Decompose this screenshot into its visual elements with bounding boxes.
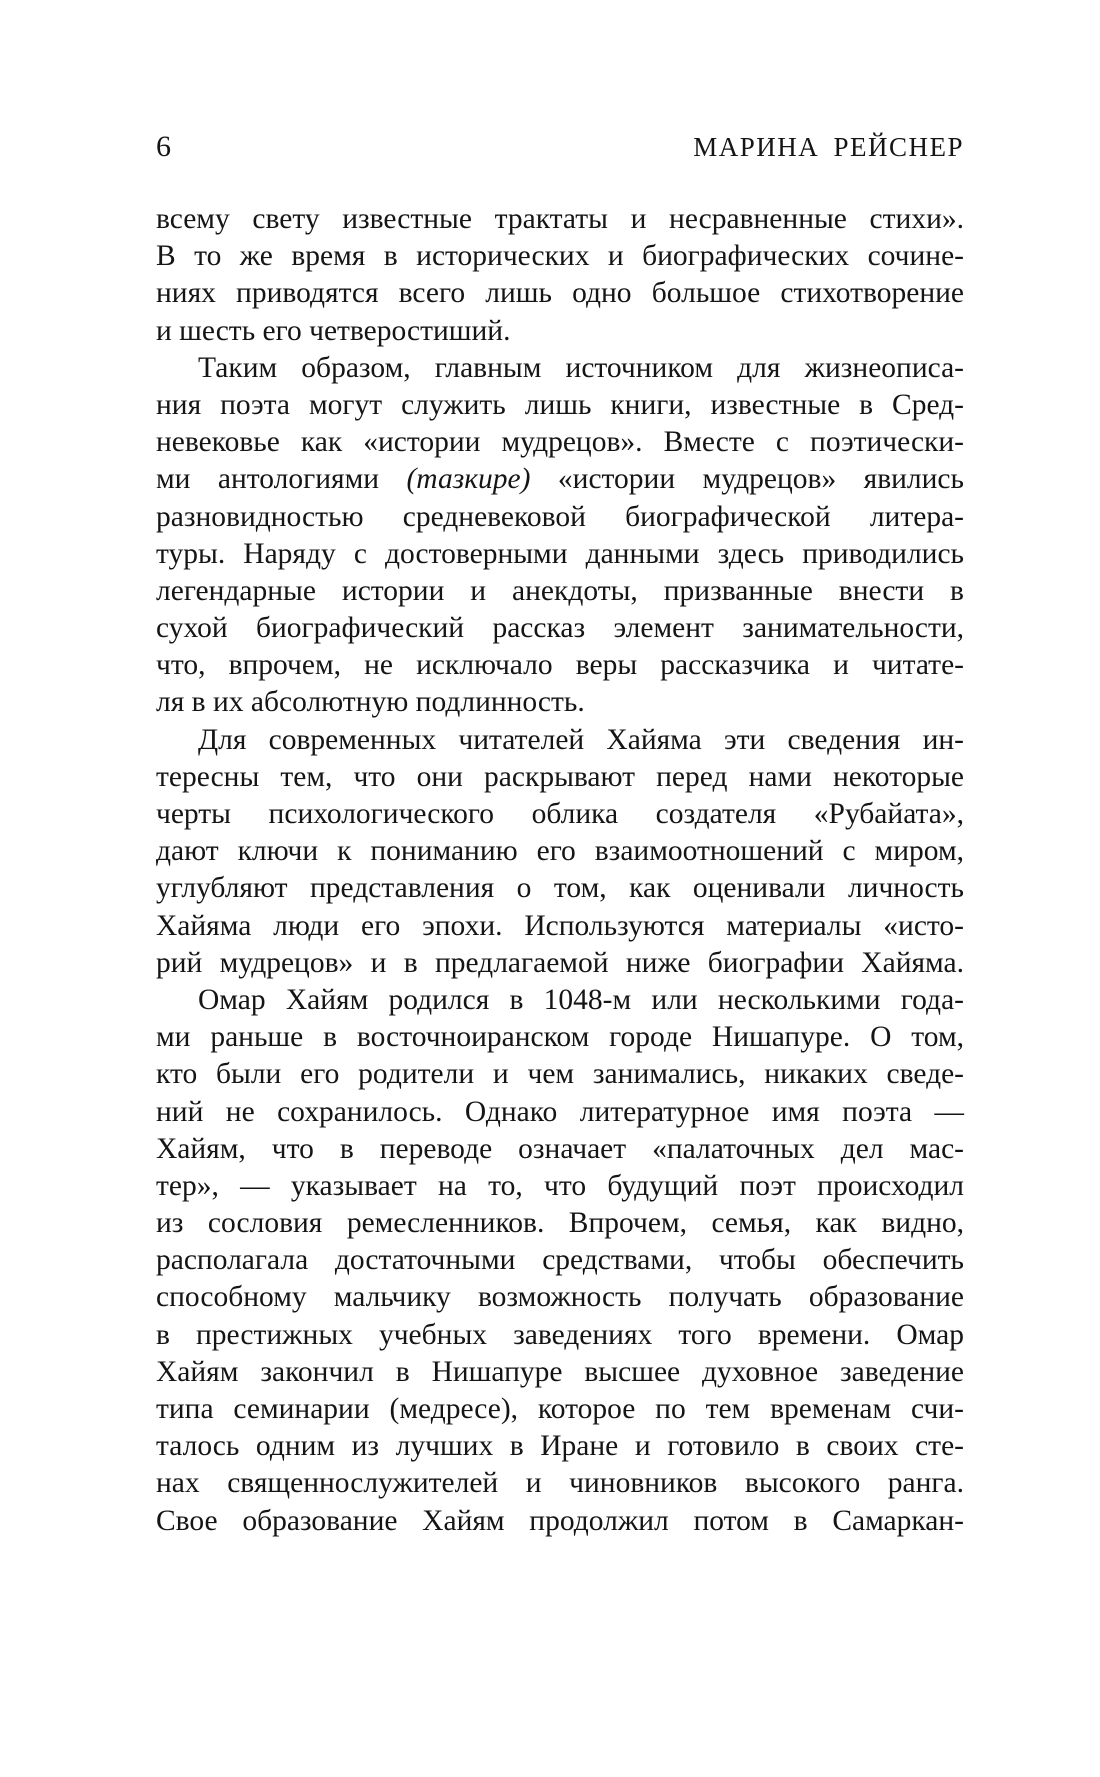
text-line: разновидностью средневековой биографической литера-: [156, 500, 964, 533]
text-line: ми антологиями (тазкире) «истории мудрецов» явились: [156, 463, 964, 496]
body-text: [156, 201, 964, 1540]
text-line: рий мудрецов» и в предлагаемой ниже биографии Хайяма.: [156, 946, 964, 979]
text-line: Хайяма люди его эпохи. Используются материалы «исто-: [156, 909, 964, 942]
text-line: кто были его родители и чем занимались, никаких сведе-: [156, 1058, 964, 1091]
text-line: черты психологического облика создателя «Рубайата»,: [156, 798, 964, 830]
text-line: туры. Наряду с достоверными данными здесь приводились: [156, 537, 964, 570]
text-line: Для современных читателей Хайяма эти сведения ин-: [198, 723, 964, 756]
text-line: тересны тем, что они раскрывают перед нами некоторые: [156, 760, 964, 793]
text-line: в престижных учебных заведениях того времени. Омар: [156, 1318, 964, 1351]
text-line: что, впрочем, не исключало веры рассказчика и читате-: [156, 649, 964, 682]
text-line: из сословия ремесленников. Впрочем, семья, как видно,: [156, 1207, 964, 1240]
running-header: [156, 130, 964, 164]
text-line: нах священнослужителей и чиновников высокого ранга.: [156, 1467, 964, 1500]
running-title: МАРИНА РЕЙСНЕР: [693, 132, 964, 162]
text-line: Хайям закончил в Нишапуре высшее духовное заведение: [156, 1355, 964, 1388]
text-line: всему свету известные трактаты и несравненные стихи».: [156, 203, 964, 235]
text-line: ля в их абсолютную подлинность.: [156, 686, 585, 719]
text-line: Омар Хайям родился в 1048-м или несколькими года-: [198, 983, 964, 1016]
text-line: дают ключи к пониманию его взаимоотношений с миром,: [156, 835, 964, 868]
text-line: невековье как «истории мудрецов». Вместе с поэтически-: [156, 426, 964, 459]
text-line: ний не сохранилось. Однако литературное имя поэта —: [156, 1095, 964, 1128]
text-line: углубляют представления о том, как оценивали личность: [156, 872, 964, 905]
text-line: В то же время в исторических и биографических сочине-: [156, 240, 964, 273]
text-line: легендарные истории и анекдоты, призванные внести в: [156, 574, 964, 607]
text-line: ми раньше в восточноиранском городе Нишапуре. О том,: [156, 1021, 964, 1054]
text-line: Таким образом, главным источником для жизнеописа-: [198, 351, 964, 384]
text-line: Хайям, что в переводе означает «палаточных дел мас-: [156, 1132, 964, 1165]
text-line: Свое образование Хайям продолжил потом в Самаркан-: [156, 1504, 964, 1537]
text-line: тер», — указывает на то, что будущий поэт происходил: [156, 1169, 964, 1202]
text-line: талось одним из лучших в Иране и готовило в своих сте-: [156, 1430, 964, 1463]
text-line: типа семинарии (медресе), которое по тем временам счи-: [156, 1393, 964, 1425]
text-line: способному мальчику возможность получать образование: [156, 1281, 964, 1314]
text-line: ния поэта могут служить лишь книги, известные в Сред-: [156, 388, 964, 421]
text-line: располагала достаточными средствами, чтобы обеспечить: [156, 1244, 964, 1277]
page-number: 6: [156, 130, 171, 163]
body-lines: [156, 201, 964, 1540]
text-line: и шесть его четверостиший.: [156, 314, 511, 347]
text-line: сухой биографический рассказ элемент занимательности,: [156, 612, 964, 645]
text-line: ниях приводятся всего лишь одно большое стихотворение: [156, 277, 964, 310]
